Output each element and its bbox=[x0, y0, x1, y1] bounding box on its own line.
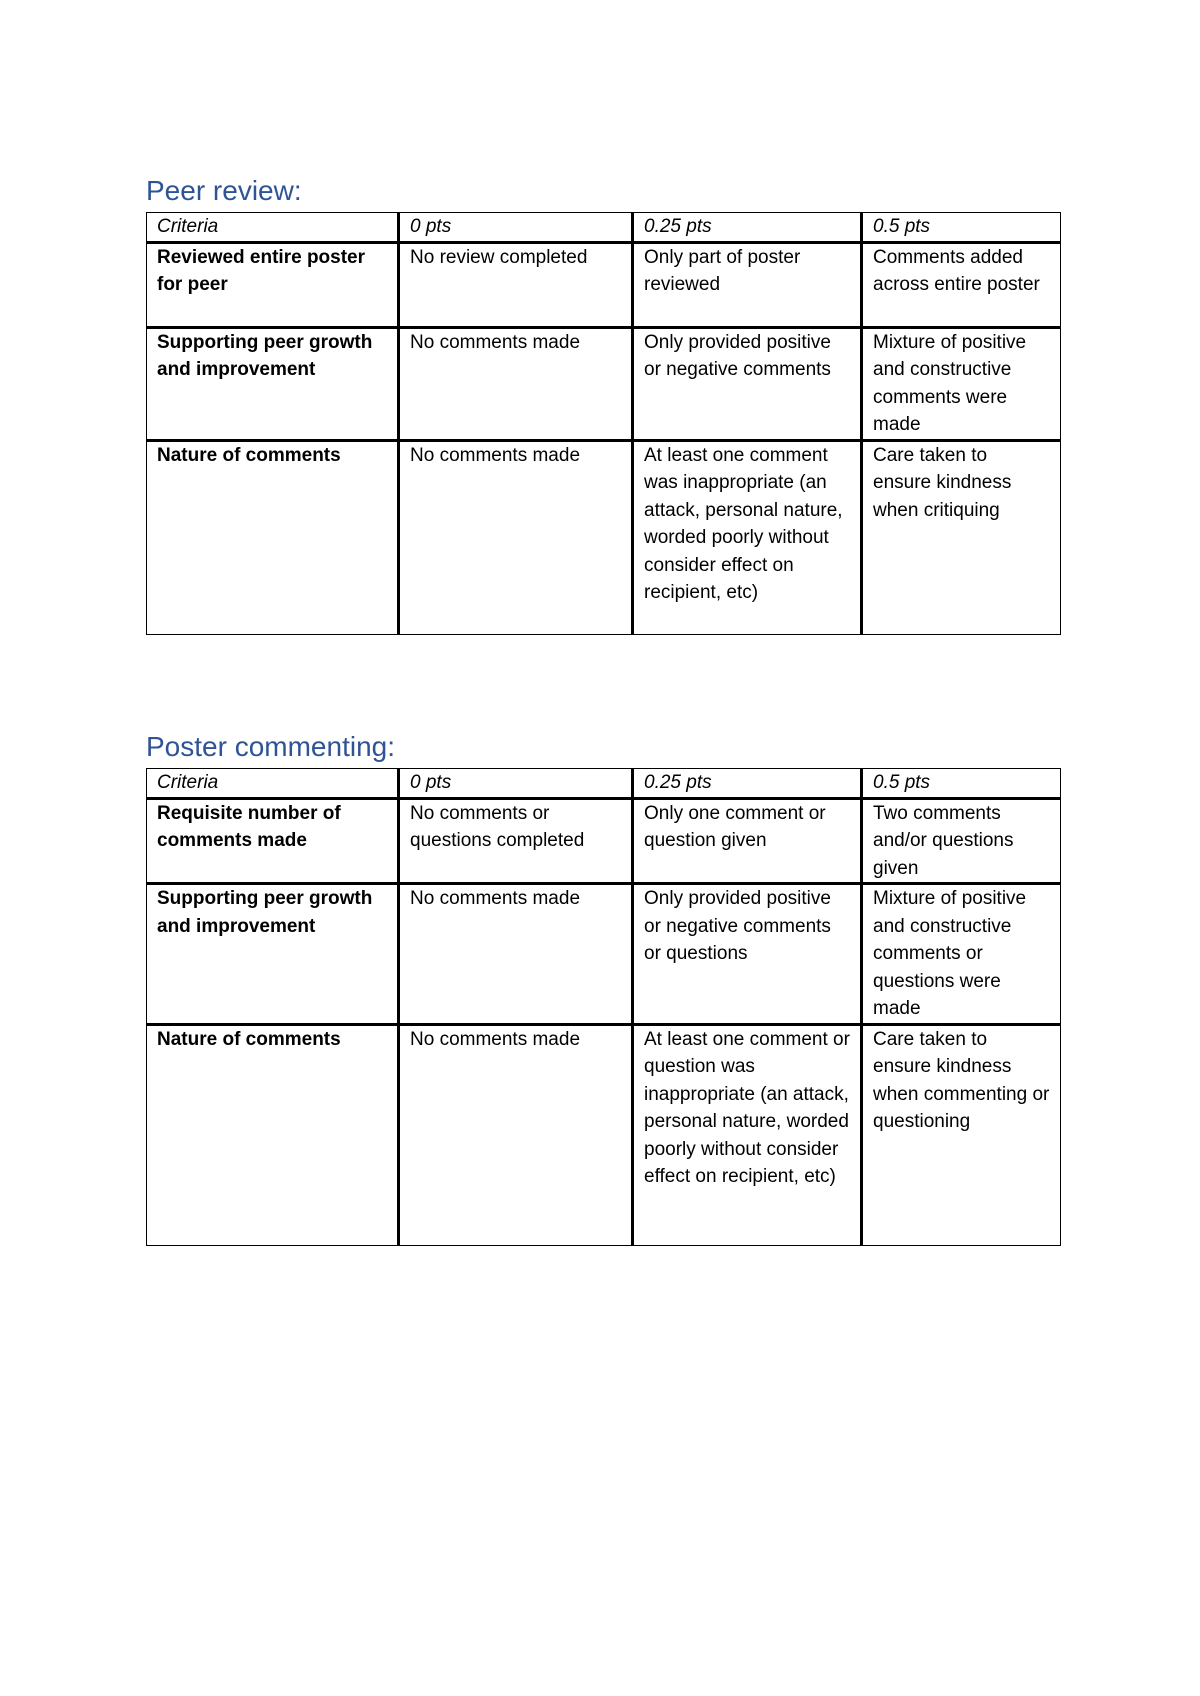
header-0-25-pts: 0.25 pts bbox=[633, 213, 862, 243]
header-0-pts: 0 pts bbox=[399, 769, 633, 799]
peer-review-rubric-table bbox=[146, 212, 1061, 635]
table-row bbox=[147, 327, 1061, 440]
zero-pts-cell: No review completed bbox=[399, 242, 633, 327]
criteria-cell: Requisite number of comments made bbox=[147, 798, 399, 884]
criteria-cell: Supporting peer growth and improvement bbox=[147, 884, 399, 1025]
zero-pts-cell: No comments made bbox=[399, 440, 633, 634]
criteria-cell: Nature of comments bbox=[147, 1024, 399, 1245]
half-pts-cell: Comments added across entire poster bbox=[862, 242, 1061, 327]
header-0-5-pts: 0.5 pts bbox=[862, 769, 1061, 799]
table-row bbox=[147, 242, 1061, 327]
criteria-cell: Reviewed entire poster for peer bbox=[147, 242, 399, 327]
quarter-pts-cell: Only one comment or question given bbox=[633, 798, 862, 884]
table-row bbox=[147, 1024, 1061, 1245]
half-pts-cell: Mixture of positive and constructive comments were made bbox=[862, 327, 1061, 440]
peer-review-title: Peer review: bbox=[146, 175, 302, 206]
zero-pts-cell: No comments made bbox=[399, 327, 633, 440]
quarter-pts-cell: Only provided positive or negative comments or questions bbox=[633, 884, 862, 1025]
zero-pts-cell: No comments made bbox=[399, 1024, 633, 1245]
poster-commenting-rubric-table bbox=[146, 768, 1061, 1246]
table-row bbox=[147, 440, 1061, 634]
table-header-row bbox=[147, 213, 1061, 243]
criteria-cell: Supporting peer growth and improvement bbox=[147, 327, 399, 440]
quarter-pts-cell: At least one comment was inappropriate (an attack, personal nature, worded poorly without consider effect on recipient, etc) bbox=[633, 440, 862, 634]
half-pts-cell: Care taken to ensure kindness when critiquing bbox=[862, 440, 1061, 634]
quarter-pts-cell: Only provided positive or negative comments bbox=[633, 327, 862, 440]
header-0-25-pts: 0.25 pts bbox=[633, 769, 862, 799]
half-pts-cell: Care taken to ensure kindness when commenting or questioning bbox=[862, 1024, 1061, 1245]
header-0-5-pts: 0.5 pts bbox=[862, 213, 1061, 243]
poster-commenting-title: Poster commenting: bbox=[146, 731, 395, 762]
criteria-cell: Nature of comments bbox=[147, 440, 399, 634]
table-row bbox=[147, 884, 1061, 1025]
zero-pts-cell: No comments or questions completed bbox=[399, 798, 633, 884]
half-pts-cell: Two comments and/or questions given bbox=[862, 798, 1061, 884]
zero-pts-cell: No comments made bbox=[399, 884, 633, 1025]
table-header-row bbox=[147, 769, 1061, 799]
header-criteria: Criteria bbox=[147, 769, 399, 799]
quarter-pts-cell: At least one comment or question was inappropriate (an attack, personal nature, worded poorly without consider effect on recipient, etc) bbox=[633, 1024, 862, 1245]
header-0-pts: 0 pts bbox=[399, 213, 633, 243]
half-pts-cell: Mixture of positive and constructive comments or questions were made bbox=[862, 884, 1061, 1025]
header-criteria: Criteria bbox=[147, 213, 399, 243]
table-row bbox=[147, 798, 1061, 884]
quarter-pts-cell: Only part of poster reviewed bbox=[633, 242, 862, 327]
